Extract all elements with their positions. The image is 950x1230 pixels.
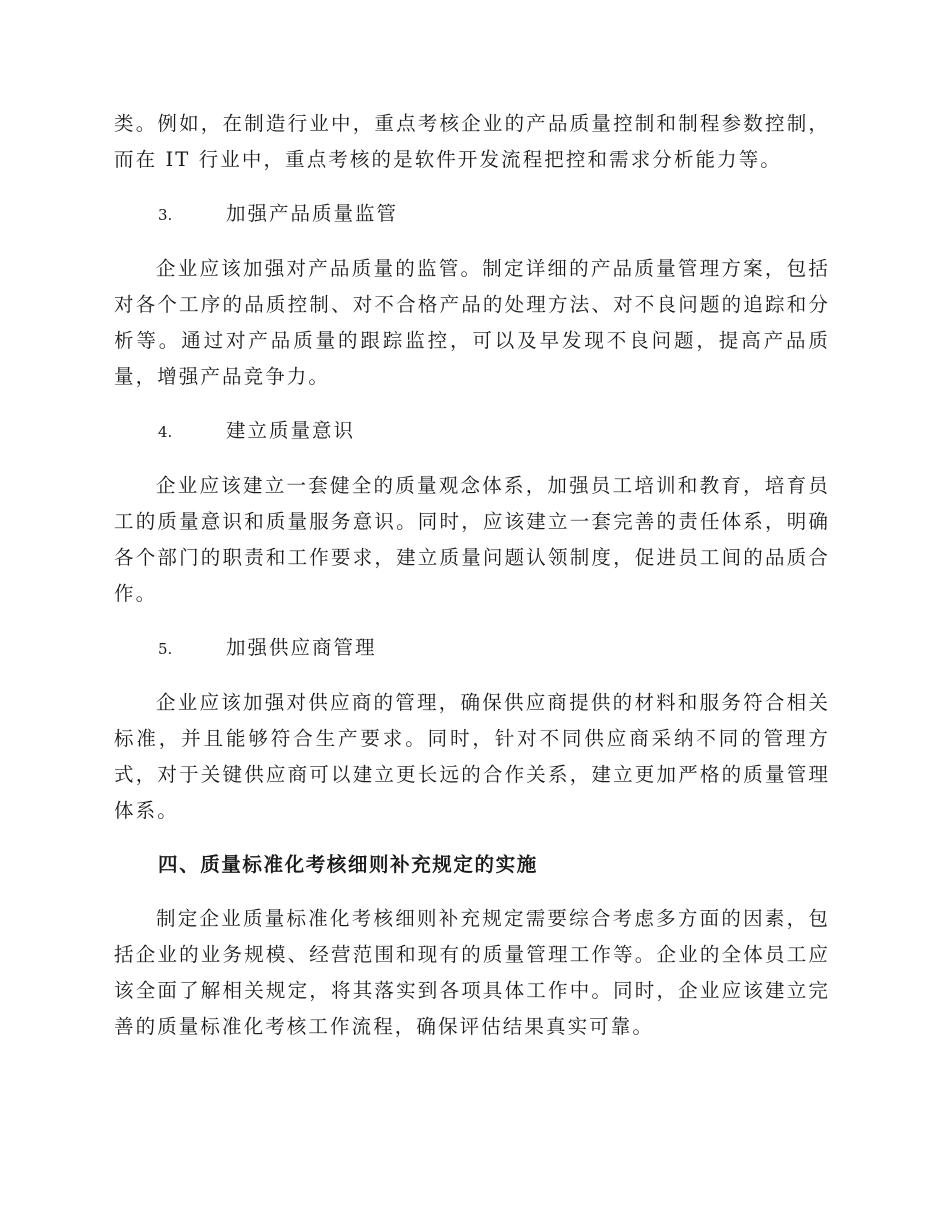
spacer [114, 178, 830, 196]
spacer [114, 612, 830, 630]
spacer [114, 667, 830, 685]
item-title: 加强供应商管理 [226, 636, 377, 659]
section-body: 制定企业质量标准化考核细则补充规定需要综合考虑多方面的因素，包括企业的业务规模、经营范围和现有的质量管理工作等。企业的全体员工应该全面了解相关规定，将其落实到各项具体工作中。同时，企业应该建立完善的质量标准化考核工作流程，确保评估结果真实可靠。 [114, 907, 830, 1038]
document-content [114, 106, 830, 1045]
item-heading-3 [114, 196, 830, 233]
item-body-5: 企业应该加强对供应商的管理，确保供应商提供的材料和服务符合相关标准，并且能够符合生产要求。同时，针对不同供应商采纳不同的管理方式，对于关键供应商可以建立更长远的合作关系，建立更加严格的质量管理体系。 [114, 691, 830, 822]
item-heading-5 [114, 630, 830, 667]
intro-paragraph: 类。例如，在制造行业中，重点考核企业的产品质量控制和制程参数控制，而在 IT 行业中，重点考核的是软件开发流程把控和需求分析能力等。 [114, 112, 830, 171]
spacer [114, 829, 830, 847]
item-body-4: 企业应该建立一套健全的质量观念体系，加强员工培训和教育，培育员工的质量意识和质量服务意识。同时，应该建立一套完善的责任体系，明确各个部门的职责和工作要求，建立质量问题认领制度，促进员工间的品质合作。 [114, 474, 830, 605]
spacer [114, 883, 830, 901]
item-title: 建立质量意识 [226, 419, 356, 442]
item-number: 4. [158, 423, 173, 441]
item-heading-4 [114, 413, 830, 450]
spacer [114, 450, 830, 468]
spacer [114, 395, 830, 413]
item-title: 加强产品质量监管 [226, 202, 399, 225]
item-number: 5. [158, 640, 173, 658]
spacer [114, 233, 830, 251]
item-body-3: 企业应该加强对产品质量的监管。制定详细的产品质量管理方案，包括对各个工序的品质控制、对不合格产品的处理方法、对不良问题的追踪和分析等。通过对产品质量的跟踪监控，可以及早发现不良问题，提高产品质量，增强产品竞争力。 [114, 257, 830, 388]
item-number: 3. [158, 206, 173, 224]
section-heading: 四、质量标准化考核细则补充规定的实施 [158, 853, 538, 876]
